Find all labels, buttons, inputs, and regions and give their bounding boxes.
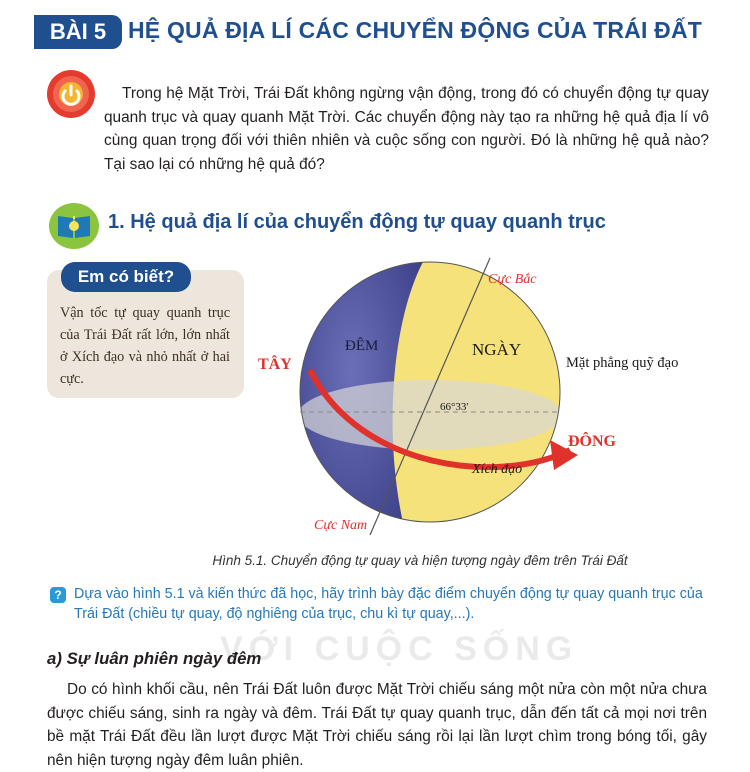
west-label: TÂY [258,356,292,373]
intro-paragraph: Trong hệ Mặt Trời, Trái Đất không ngừng vận động, trong đó có chuyển động tự quay quanh trục và quay quanh Mặt Trời. Các chuyển động này tạo ra những hệ quả địa lí vô cùng quan trọng đối với thiên nhiên và cuộc sống con người. Đó là những hệ quả nào? Tại sao lại có những hệ quả đó? [104,85,709,173]
info-box-text: Vận tốc tự quay quanh trục của Trái Đất rất lớn, lớn nhất ở Xích đạo và nhỏ nhất ở hai cực. [60,305,230,387]
orbit-plane-label: Mặt phẳng quỹ đạo [566,355,679,371]
east-label: ĐÔNG [568,433,616,450]
night-label: ĐÊM [345,338,379,354]
watermark: VỚI CUỘC SỐNG [220,630,579,668]
equator-label: Xích đạo [472,462,523,477]
day-label: NGÀY [472,340,522,359]
question-text: Dựa vào hình 5.1 và kiến thức đã học, hãy trình bày đặc điểm chuyển động tự quay quanh trục của Trái Đất (chiều tự quay, độ nghiêng của trục, chu kì tự quay,...). [74,586,703,622]
book-icon [48,202,100,250]
info-box-title: Em có biết? [61,262,191,292]
question-icon: ? [50,587,66,603]
angle-label: 66°33' [440,401,469,413]
power-icon [46,69,96,119]
lesson-title: HỆ QUẢ ĐỊA LÍ CÁC CHUYỂN ĐỘNG CỦA TRÁI ĐẤT [128,17,703,43]
figure-caption: Hình 5.1. Chuyển động tự quay và hiện tượng ngày đêm trên Trái Đất [212,553,628,568]
section-title: 1. Hệ quả địa lí của chuyển động tự quay quanh trục [108,211,606,233]
lesson-badge: BÀI 5 [34,15,122,49]
north-pole-label: Cực Bắc [488,272,537,287]
south-pole-label: Cực Nam [314,518,368,533]
earth-rotation-figure [240,250,720,550]
subsection-paragraph: Do có hình khối cầu, nên Trái Đất luôn được Mặt Trời chiếu sáng một nửa còn một nửa chưa được chiếu sáng, sinh ra ngày và đêm. Trái Đất tự quay quanh trục, dẫn đến tất cả mọi nơi trên bề mặt Trái Đất đều lần lượt được Mặt Trời chiếu sáng rồi lại lần lượt chìm trong bóng tối, gây nên hiện tượng ngày đêm luân phiên. [47,681,707,769]
subsection-title: a) Sự luân phiên ngày đêm [47,649,262,668]
